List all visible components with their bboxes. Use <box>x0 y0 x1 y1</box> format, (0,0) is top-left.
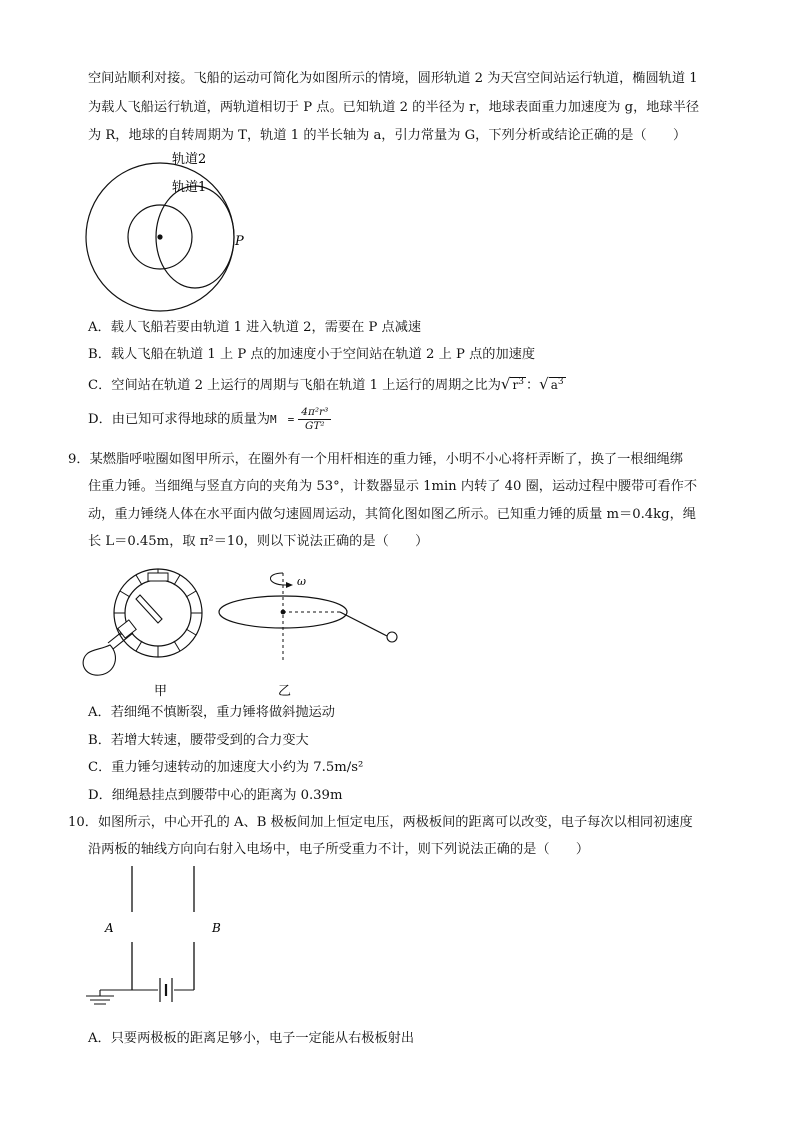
q8-option-c-colon: ： <box>525 378 540 393</box>
q8-option-c-text: C．空间站在轨道 2 上运行的周期与飞船在轨道 1 上运行的周期之比为 <box>88 378 501 393</box>
rope-line <box>340 612 387 636</box>
q8-option-d-denominator: GT² <box>304 420 325 432</box>
q8-option-c-a: a <box>550 378 558 392</box>
hoop-inner <box>125 580 191 646</box>
q10-option-a: A．只要两极板的距离足够小，电子一定能从右极板射出 <box>88 1031 415 1046</box>
q9-simplified-figure-yi <box>215 565 405 700</box>
point-p-label: P <box>235 234 244 249</box>
q8-option-c-r: r <box>512 378 519 392</box>
q8-stem-line-3: 为 R，地球的自转周期为 T，轨道 1 的半长轴为 a，引力常量为 G，下列分析或结论正确的是（ ） <box>88 128 687 143</box>
label-jia: 甲 <box>154 684 168 699</box>
q8-option-d <box>88 406 331 433</box>
hoop-lever <box>136 595 162 623</box>
q9-stem-line-4: 长 L＝0.45m，取 π²＝10，则以下说法正确的是（ ） <box>88 534 429 549</box>
q8-option-a: A．载人飞船若要由轨道 1 进入轨道 2，需要在 P 点减速 <box>88 320 422 335</box>
omega-label: ω <box>297 575 306 588</box>
plate-a-label: A <box>105 921 114 935</box>
q8-stem-line-2: 为载人飞船运行轨道，两轨道相切于 P 点。已知轨道 2 的半径为 r，地球表面重力加速度为 g，地球半径 <box>88 100 700 115</box>
q8-stem-line-1: 空间站顺利对接。飞船的运动可简化为如图所示的情境，圆形轨道 2 为天宫空间站运行轨道，椭圆轨道 1 <box>88 71 698 86</box>
orbit-2-label: 轨道2 <box>172 152 207 167</box>
q9-stem-line-1: 9．某燃脂呼啦圈如图甲所示，在圈外有一个用杆相连的重力锤，小明不小心将杆弄断了，换了一根细绳绑 <box>68 452 684 467</box>
label-yi: 乙 <box>278 684 292 699</box>
orbit-1-ellipse <box>156 186 234 288</box>
q8-option-d-text: D．由已知可求得地球的质量为 <box>88 412 271 427</box>
q9-option-a: A．若细绳不慎断裂，重力锤将做斜抛运动 <box>88 705 335 720</box>
q9-hula-hoop-figure-jia <box>80 565 210 700</box>
q9-stem-line-3: 动，重力锤绕人体在水平面内做匀速圆周运动，其简化图如图乙所示。已知重力锤的质量 m＝0.4kg，绳 <box>88 507 696 522</box>
q8-option-c: C．空间站在轨道 2 上运行的周期与飞船在轨道 1 上运行的周期之比为√ $r^3$ ：√ $a^3$ <box>88 375 564 393</box>
q8-orbit-figure <box>80 145 270 315</box>
q9-option-d: D．细绳悬挂点到腰带中心的距离为 0.39m <box>88 788 343 803</box>
orbit-1-label: 轨道1 <box>172 180 207 195</box>
q8-option-d-numerator: 4π²r³ <box>298 406 331 420</box>
q10-capacitor-figure <box>80 862 250 1012</box>
q9-stem-line-2: 住重力锤。当细绳与竖直方向的夹角为 53°，计数器显示 1min 内转了 40 圈，运动过程中腰带可看作不 <box>88 479 698 494</box>
q8-option-d-lhs: M = <box>270 413 295 426</box>
q9-option-b: B．若增大转速，腰带受到的合力变大 <box>88 733 309 748</box>
q9-option-c: C．重力锤匀速转动的加速度大小约为 7.5m/s² <box>88 760 364 775</box>
weight-ball <box>83 645 115 675</box>
plate-b-label: B <box>212 921 221 935</box>
q10-stem-line-1: 10．如图所示，中心开孔的 A、B 极板间加上恒定电压，两极板间的距离可以改变，电子每次以相同初速度 <box>68 815 693 830</box>
earth-center-dot <box>157 234 162 239</box>
hoop-outer <box>114 569 202 657</box>
q10-stem-line-2: 沿两板的轴线方向向右射入电场中，电子所受重力不计，则下列说法正确的是（ ） <box>88 842 590 857</box>
weight-ball-yi <box>387 632 397 642</box>
counter-box <box>148 573 168 581</box>
q8-option-b: B．载人飞船在轨道 1 上 P 点的加速度小于空间站在轨道 2 上 P 点的加速度 <box>88 347 536 362</box>
